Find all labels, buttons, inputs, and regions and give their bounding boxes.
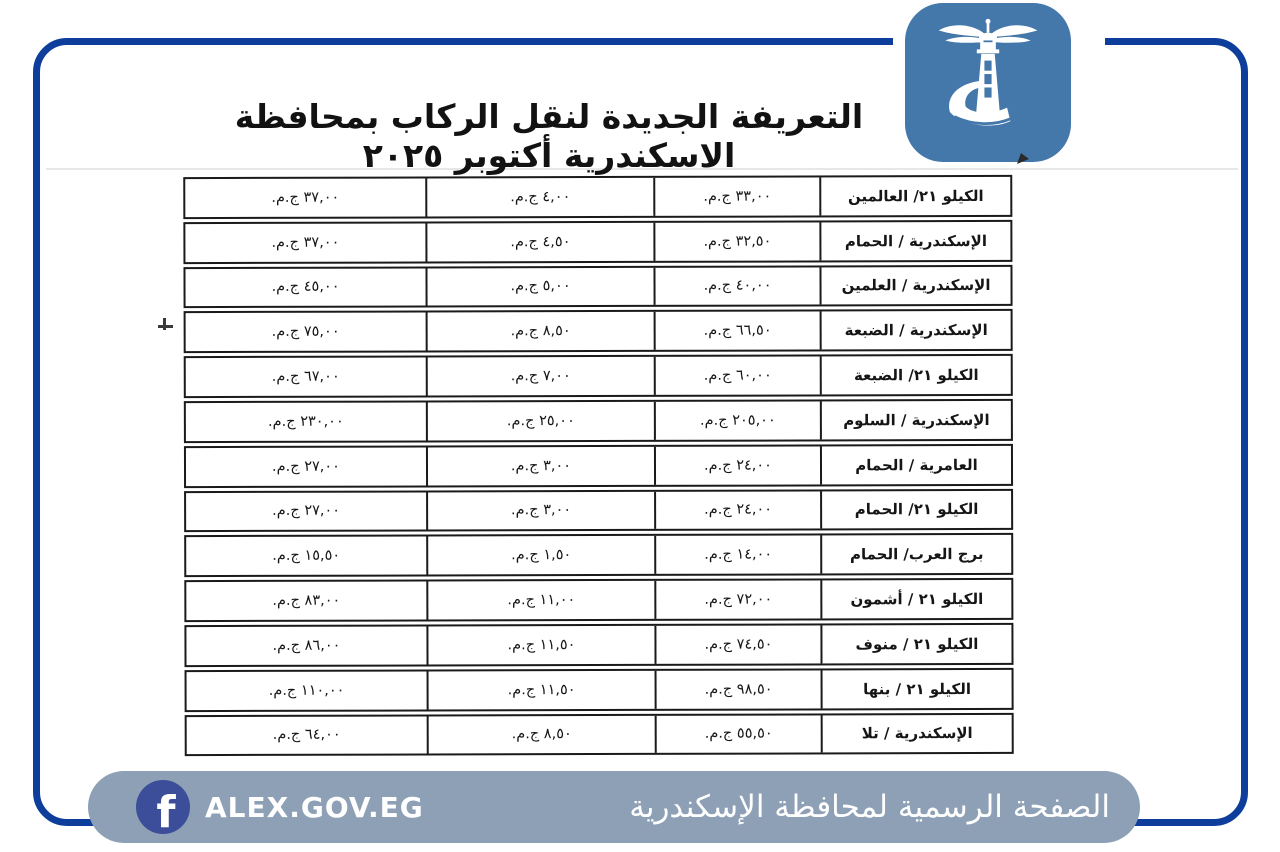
route-name-cell: الكيلو ٢١/ الضبعة	[853, 366, 979, 385]
table-row	[184, 623, 1013, 667]
route-name-cell: الكيلو ٢١ / بنها	[863, 679, 972, 698]
increase-cell: ٢٥,٠٠ ج.م.	[428, 402, 656, 440]
table-row	[183, 175, 1012, 219]
base-fare-cell: ٧٤,٥٠ ج.م.	[656, 625, 822, 663]
route-name-cell: الإسكندرية / العلمين	[841, 276, 991, 295]
new-fare-cell: ٧٥,٠٠ ج.م.	[186, 313, 428, 351]
route-name-cell: الكيلو ٢١/ الحمام	[854, 500, 979, 519]
table-row	[183, 220, 1012, 264]
new-fare-cell: ٨٣,٠٠ ج.م.	[186, 582, 428, 620]
new-fare-cell: ٢٣٠,٠٠ ج.م.	[186, 402, 428, 440]
route-name-cell: الإسكندرية / تلا	[861, 724, 973, 743]
new-fare-cell: ٣٧,٠٠ ج.م.	[185, 178, 427, 216]
table-row	[184, 533, 1013, 577]
base-fare-cell: ٢٤,٠٠ ج.م.	[656, 446, 822, 484]
table-row	[185, 712, 1014, 756]
increase-cell: ١١,٠٠ ج.م.	[428, 581, 656, 619]
increase-cell: ١١,٥٠ ج.م.	[429, 671, 657, 709]
increase-cell: ٣,٠٠ ج.م.	[428, 491, 656, 529]
route-name-cell: الإسكندرية / الحمام	[844, 231, 988, 251]
new-fare-cell: ٦٤,٠٠ ج.م.	[187, 716, 429, 754]
table-row	[184, 578, 1013, 622]
route-name-cell: الكيلو ٢١ / منوف	[855, 634, 979, 654]
table-row	[184, 354, 1013, 398]
scan-artifact-tick	[163, 318, 166, 330]
base-fare-cell: ٩٨,٥٠ ج.م.	[657, 670, 823, 708]
base-fare-cell: ٤٠,٠٠ ج.م.	[655, 267, 821, 305]
increase-cell: ٤,٥٠ ج.م.	[427, 223, 655, 261]
base-fare-cell: ٣٢,٥٠ ج.م.	[655, 222, 821, 260]
increase-cell: ٧,٠٠ ج.م.	[428, 357, 656, 395]
tariff-table	[183, 175, 1014, 760]
table-row	[184, 488, 1013, 532]
facebook-link-group	[136, 780, 424, 834]
new-fare-cell: ٣٧,٠٠ ج.م.	[185, 223, 427, 261]
new-fare-cell: ١٥,٥٠ ج.م.	[186, 537, 428, 575]
base-fare-cell: ١٤,٠٠ ج.م.	[656, 536, 822, 574]
increase-cell: ٨,٥٠ ج.م.	[428, 312, 656, 350]
new-fare-cell: ١١٠,٠٠ ج.م.	[187, 671, 429, 709]
base-fare-cell: ٦٠,٠٠ ج.م.	[656, 357, 822, 395]
base-fare-cell: ٦٦,٥٠ ج.م.	[656, 312, 822, 350]
base-fare-cell: ٢٠٥,٠٠ ج.م.	[656, 401, 822, 439]
new-fare-cell: ٢٧,٠٠ ج.م.	[186, 492, 428, 530]
new-fare-cell: ٤٥,٠٠ ج.م.	[185, 268, 427, 306]
cursor-artifact-icon	[1016, 151, 1030, 165]
alexandria-governorate-logo	[905, 3, 1071, 162]
page-title: التعريفة الجديدة لنقل الركاب بمحافظة الاسكندرية أكتوبر ٢٠٢٥	[234, 97, 864, 175]
facebook-f-glyph: f	[156, 786, 176, 834]
increase-cell: ١١,٥٠ ج.م.	[428, 626, 656, 664]
route-name-cell: برج العرب/ الحمام	[849, 545, 984, 564]
base-fare-cell: ٧٢,٠٠ ج.م.	[656, 581, 822, 619]
increase-cell: ١,٥٠ ج.م.	[428, 536, 656, 574]
route-name-cell: الإسكندرية / السلوم	[843, 410, 990, 430]
route-name-cell: الكيلو ٢١ / أشمون	[850, 590, 984, 609]
table-row	[184, 444, 1013, 488]
increase-cell: ٤,٠٠ ج.م.	[427, 178, 655, 216]
website-label: ALEX.GOV.EG	[205, 790, 424, 824]
new-fare-cell: ٦٧,٠٠ ج.م.	[186, 358, 428, 396]
new-fare-cell: ٨٦,٠٠ ج.م.	[186, 626, 428, 664]
official-page-label: الصفحة الرسمية لمحافظة الإسكندرية	[629, 789, 1110, 825]
route-name-cell: الإسكندرية / الضبعة	[844, 321, 988, 340]
increase-cell: ٣,٠٠ ج.م.	[428, 447, 656, 485]
base-fare-cell: ٢٤,٠٠ ج.م.	[656, 491, 822, 529]
footer-bar	[88, 771, 1140, 843]
base-fare-cell: ٣٣,٠٠ ج.م.	[655, 177, 821, 215]
new-fare-cell: ٢٧,٠٠ ج.م.	[186, 447, 428, 485]
increase-cell: ٥,٠٠ ج.م.	[427, 267, 655, 305]
base-fare-cell: ٥٥,٥٠ ج.م.	[657, 715, 823, 753]
table-row	[183, 265, 1012, 309]
table-row	[184, 399, 1013, 443]
table-row	[185, 668, 1014, 712]
table-row	[184, 309, 1013, 353]
facebook-icon	[136, 780, 190, 834]
increase-cell: ٨,٥٠ ج.م.	[429, 715, 657, 753]
route-name-cell: الكيلو ٢١/ العالمين	[847, 186, 984, 206]
route-name-cell: العامرية / الحمام	[855, 455, 978, 474]
lighthouse-wings-icon	[932, 15, 1044, 151]
